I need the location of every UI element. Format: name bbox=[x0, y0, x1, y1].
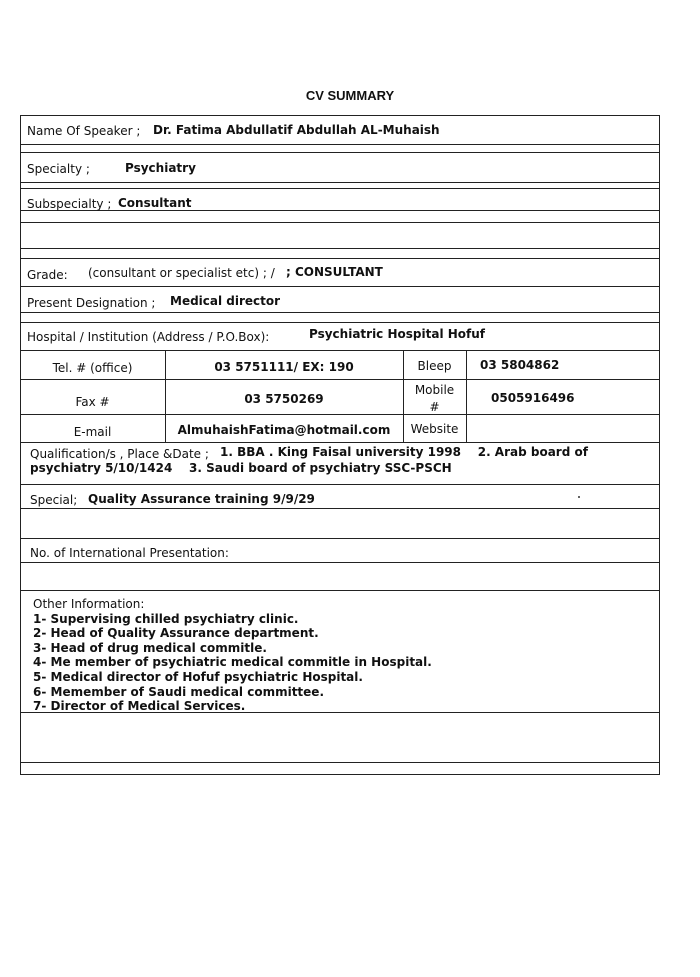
rule bbox=[20, 350, 660, 351]
mobile-value: 0505916496 bbox=[491, 391, 575, 405]
rule bbox=[20, 188, 660, 189]
mobile-label: Mobile bbox=[414, 383, 455, 397]
rule bbox=[20, 562, 660, 563]
qualification-line-1: 1. BBA . King Faisal university 1998 2. Arab board of bbox=[220, 445, 588, 459]
designation-label: Present Designation ; bbox=[27, 296, 156, 310]
list-item: 2- Head of Quality Assurance department. bbox=[33, 626, 319, 641]
rule bbox=[20, 442, 660, 443]
speaker-label: Name Of Speaker ; bbox=[27, 124, 141, 138]
qualification-line-2: psychiatry 5/10/1424 3. Saudi board of psychiatry SSC-PSCH bbox=[30, 461, 452, 475]
other-info-label: Other Information: bbox=[33, 597, 145, 611]
document-title: CV SUMMARY bbox=[305, 88, 395, 103]
list-item: 4- Me member of psychiatric medical commitle in Hospital. bbox=[33, 655, 432, 670]
tel-label: Tel. # (office) bbox=[52, 361, 133, 375]
grade-value: ; CONSULTANT bbox=[286, 265, 383, 279]
rule bbox=[20, 508, 660, 509]
tel-value: 03 5751111/ EX: 190 bbox=[214, 360, 354, 374]
mobile-hash-label: # bbox=[429, 400, 440, 414]
scan-speck bbox=[578, 496, 580, 498]
presentations-label: No. of International Presentation: bbox=[30, 546, 229, 560]
specialty-value: Psychiatry bbox=[125, 161, 196, 175]
rule bbox=[20, 152, 660, 153]
rule bbox=[20, 222, 660, 223]
list-item: 5- Medical director of Hofuf psychiatric Hospital. bbox=[33, 669, 363, 684]
rule bbox=[20, 762, 660, 763]
fax-value: 03 5750269 bbox=[244, 392, 324, 406]
special-label: Special; bbox=[30, 493, 78, 507]
speaker-name: Dr. Fatima Abdullatif Abdullah AL-Muhaish bbox=[153, 123, 440, 137]
bleep-label: Bleep bbox=[417, 359, 452, 373]
list-item: 6- Memember of Saudi medical committee. bbox=[33, 684, 324, 699]
grade-hint: (consultant or specialist etc) ; / bbox=[88, 266, 275, 280]
other-information bbox=[33, 597, 432, 714]
email-value: AlmuhaishFatima@hotmail.com bbox=[177, 423, 391, 437]
rule bbox=[20, 182, 660, 183]
email-label: E-mail bbox=[73, 425, 112, 439]
rule bbox=[20, 258, 660, 259]
rule bbox=[20, 144, 660, 145]
list-item: 1- Supervising chilled psychiatry clinic. bbox=[33, 611, 299, 626]
subspecialty-value: Consultant bbox=[118, 196, 192, 210]
rule bbox=[20, 379, 660, 380]
list-item: 3- Head of drug medical commitle. bbox=[33, 640, 267, 655]
rule bbox=[20, 590, 660, 591]
fax-label: Fax # bbox=[75, 395, 110, 409]
rule bbox=[20, 248, 660, 249]
website-label: Website bbox=[410, 422, 459, 436]
designation-value: Medical director bbox=[170, 294, 281, 308]
hospital-label: Hospital / Institution (Address / P.O.Box): bbox=[27, 330, 270, 344]
rule bbox=[20, 286, 660, 287]
table-divider bbox=[466, 350, 467, 442]
hospital-value: Psychiatric Hospital Hofuf bbox=[309, 327, 486, 341]
rule bbox=[20, 322, 660, 323]
specialty-label: Specialty ; bbox=[27, 162, 90, 176]
list-item: 7- Director of Medical Services. bbox=[33, 699, 246, 714]
rule bbox=[20, 210, 660, 211]
bleep-value: 03 5804862 bbox=[480, 358, 560, 372]
grade-label: Grade: bbox=[27, 268, 68, 282]
special-value: Quality Assurance training 9/9/29 bbox=[88, 492, 315, 506]
rule bbox=[20, 484, 660, 485]
rule bbox=[20, 414, 660, 415]
qualification-label: Qualification/s , Place &Date ; bbox=[30, 447, 209, 461]
rule bbox=[20, 538, 660, 539]
subspecialty-label: Subspecialty ; bbox=[27, 197, 112, 211]
rule bbox=[20, 312, 660, 313]
